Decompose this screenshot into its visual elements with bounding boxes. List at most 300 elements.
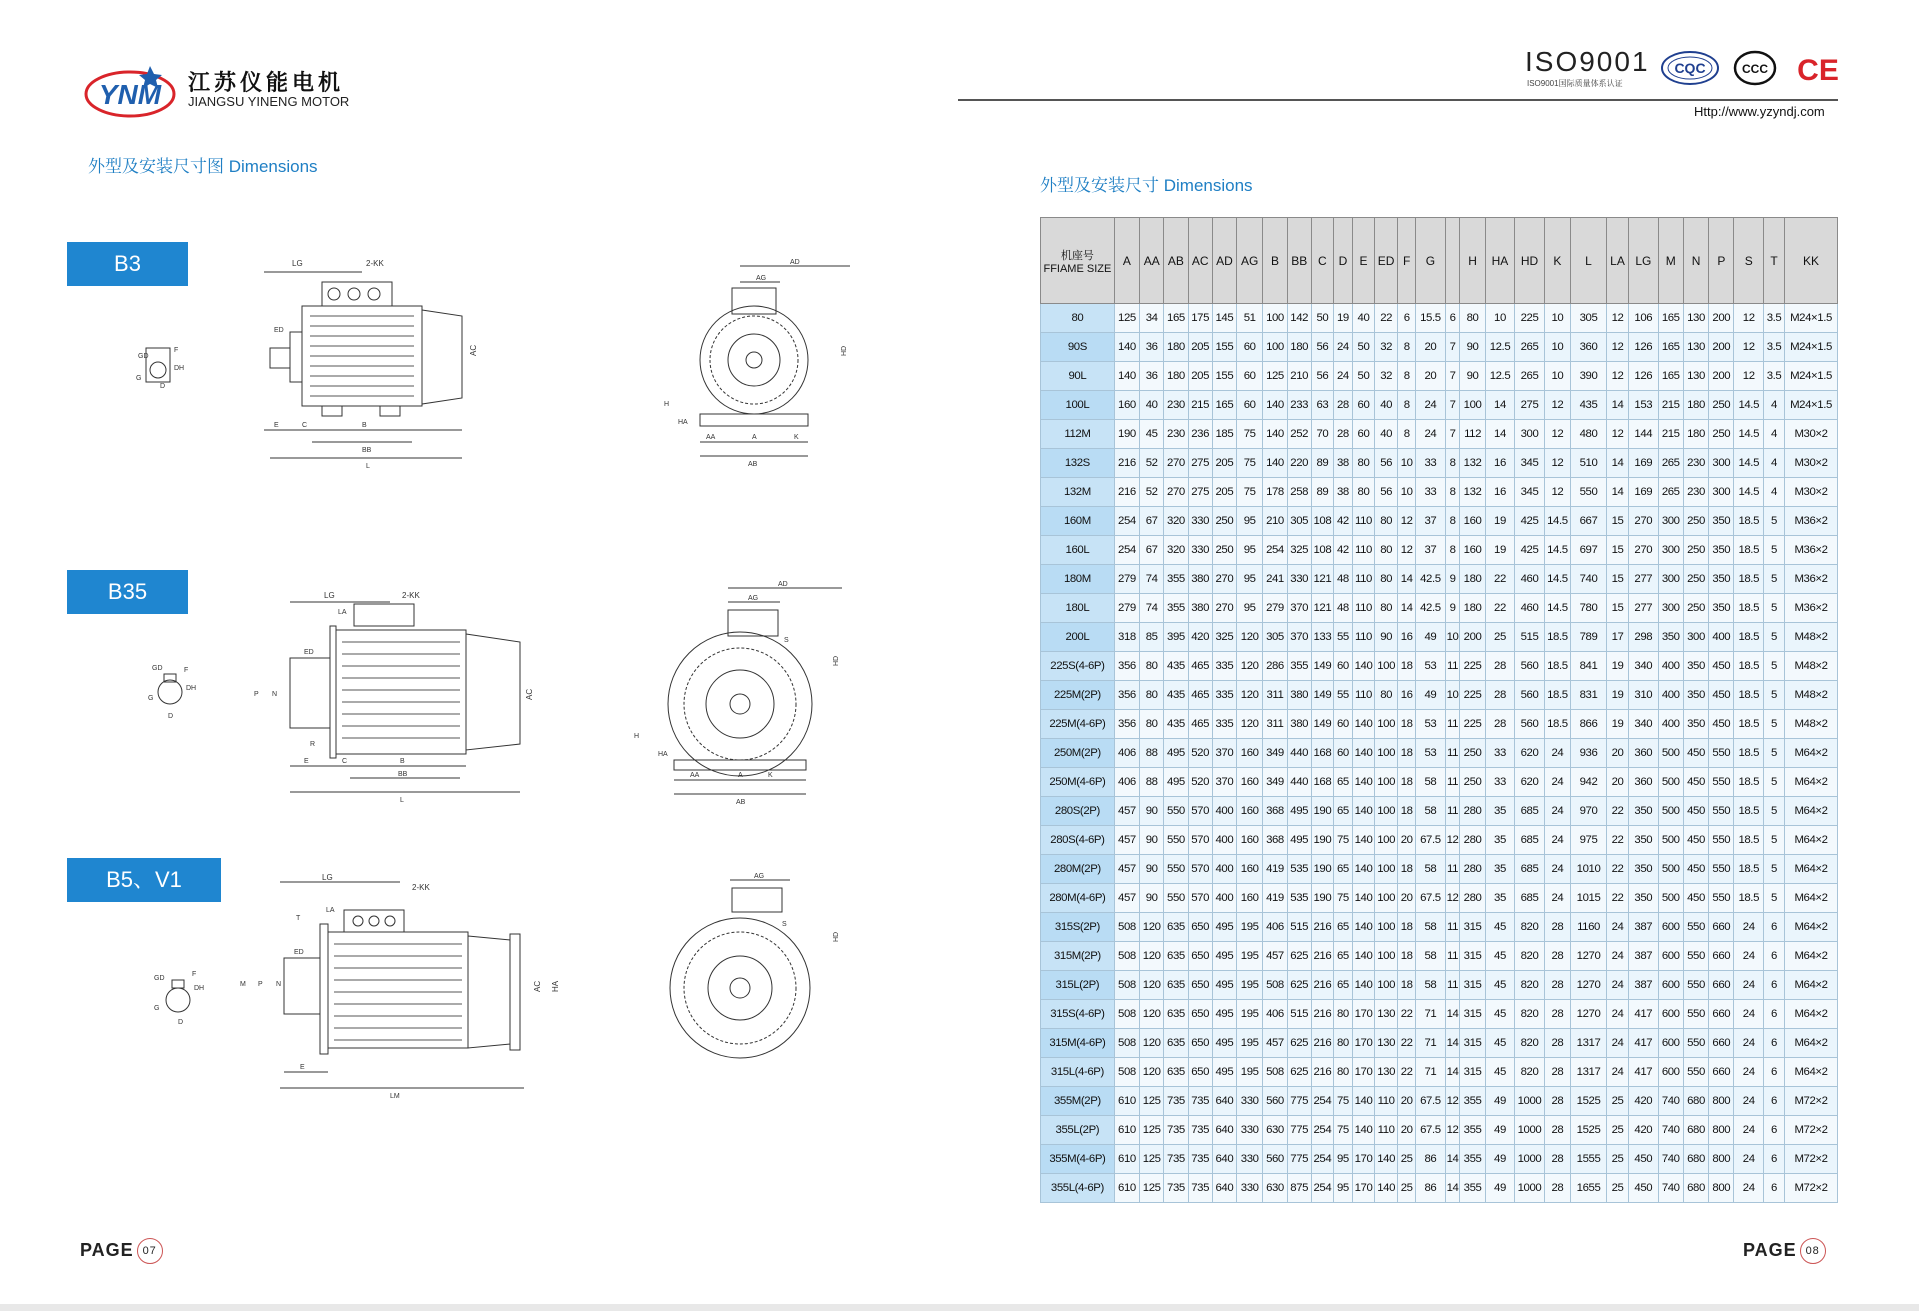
dimension-cell: 279 bbox=[1114, 594, 1139, 623]
dimension-cell: 330 bbox=[1287, 565, 1311, 594]
dimension-cell: 18.5 bbox=[1544, 681, 1570, 710]
dimension-cell: 450 bbox=[1709, 710, 1734, 739]
dimension-cell: 417 bbox=[1629, 1000, 1659, 1029]
dimension-cell: 190 bbox=[1311, 884, 1333, 913]
dimension-cell: 300 bbox=[1709, 449, 1734, 478]
svg-text:DH: DH bbox=[194, 985, 205, 992]
dimension-cell: 10 bbox=[1544, 362, 1570, 391]
dimension-cell: 24 bbox=[1606, 913, 1628, 942]
dimension-cell: 10 bbox=[1398, 449, 1416, 478]
dimension-cell: 60 bbox=[1237, 362, 1263, 391]
dimension-cell: 457 bbox=[1263, 1029, 1287, 1058]
b5-side-view bbox=[240, 874, 570, 1102]
dimension-cell: 18.5 bbox=[1734, 797, 1764, 826]
dimension-cell: 635 bbox=[1164, 971, 1188, 1000]
dimension-cell: 12 bbox=[1445, 826, 1460, 855]
b35-shaft-detail bbox=[140, 660, 204, 720]
dimension-cell: M48×2 bbox=[1785, 623, 1838, 652]
dimension-cell: 215 bbox=[1658, 420, 1683, 449]
dimension-cell: 841 bbox=[1571, 652, 1607, 681]
dimension-cell: 32 bbox=[1375, 362, 1398, 391]
dimension-cell: 495 bbox=[1212, 1029, 1236, 1058]
dimension-cell: 28 bbox=[1485, 652, 1515, 681]
frame-size-cell: 315S(2P) bbox=[1041, 913, 1115, 942]
dimension-cell: 495 bbox=[1212, 1000, 1236, 1029]
dimension-cell: 75 bbox=[1237, 478, 1263, 507]
svg-text:LA: LA bbox=[326, 907, 335, 914]
dimension-cell: 140 bbox=[1375, 1145, 1398, 1174]
dimension-cell: 90 bbox=[1140, 826, 1164, 855]
dimension-cell: 570 bbox=[1188, 826, 1212, 855]
dimension-cell: 95 bbox=[1237, 565, 1263, 594]
svg-text:K: K bbox=[768, 772, 773, 779]
dimension-cell: 60 bbox=[1352, 391, 1374, 420]
dimension-cell: 400 bbox=[1212, 855, 1236, 884]
dimension-cell: 35 bbox=[1485, 855, 1515, 884]
dimension-cell: 110 bbox=[1375, 1087, 1398, 1116]
left-heading: 外型及安装尺寸图 Dimensions bbox=[88, 157, 318, 176]
dimension-cell: 55 bbox=[1333, 681, 1352, 710]
dimension-cell: 465 bbox=[1188, 710, 1212, 739]
dimension-cell: 279 bbox=[1263, 594, 1287, 623]
dimension-cell: 635 bbox=[1164, 913, 1188, 942]
dimension-cell: 400 bbox=[1212, 797, 1236, 826]
dimension-cell: 24 bbox=[1544, 826, 1570, 855]
dimension-cell: 12 bbox=[1445, 1087, 1460, 1116]
dimension-cell: 149 bbox=[1311, 652, 1333, 681]
dimension-cell: 14 bbox=[1485, 420, 1515, 449]
dimension-cell: 350 bbox=[1658, 623, 1683, 652]
dimension-cell: 420 bbox=[1629, 1087, 1659, 1116]
table-row bbox=[1041, 420, 1838, 449]
dimension-cell: 1000 bbox=[1515, 1087, 1545, 1116]
dimension-cell: 495 bbox=[1212, 1058, 1236, 1087]
dimension-cell: 108 bbox=[1311, 536, 1333, 565]
dimension-cell: 12 bbox=[1398, 536, 1416, 565]
dimension-cell: 350 bbox=[1683, 710, 1708, 739]
dimension-cell: 4 bbox=[1763, 391, 1784, 420]
dimension-cell: 356 bbox=[1114, 681, 1139, 710]
dimension-cell: 24 bbox=[1734, 1145, 1764, 1174]
dimension-cell: 25 bbox=[1398, 1145, 1416, 1174]
svg-text:E: E bbox=[300, 1064, 305, 1071]
dimension-cell: 20 bbox=[1606, 739, 1628, 768]
dimension-cell: 3.5 bbox=[1763, 304, 1784, 333]
svg-text:B: B bbox=[362, 422, 367, 429]
table-row bbox=[1041, 478, 1838, 507]
dimension-cell: 12 bbox=[1734, 333, 1764, 362]
svg-text:2-KK: 2-KK bbox=[366, 259, 384, 268]
dimension-cell: 89 bbox=[1311, 449, 1333, 478]
dimension-cell: 25 bbox=[1606, 1174, 1628, 1203]
dimension-cell: 5 bbox=[1763, 797, 1784, 826]
dimension-cell: 216 bbox=[1311, 1058, 1333, 1087]
dimension-cell: 535 bbox=[1287, 855, 1311, 884]
dimension-cell: 100 bbox=[1375, 710, 1398, 739]
dimension-cell: 220 bbox=[1287, 449, 1311, 478]
dimension-cell: 100 bbox=[1375, 884, 1398, 913]
svg-text:AG: AG bbox=[754, 873, 765, 880]
dimension-cell: 14 bbox=[1606, 391, 1628, 420]
dimension-cell: 180 bbox=[1164, 362, 1188, 391]
table-row bbox=[1041, 971, 1838, 1000]
dimension-cell: 406 bbox=[1114, 739, 1139, 768]
dimension-cell: 495 bbox=[1164, 739, 1188, 768]
dimension-cell: 279 bbox=[1114, 565, 1139, 594]
dimension-cell: 380 bbox=[1188, 565, 1212, 594]
table-row bbox=[1041, 855, 1838, 884]
dimension-cell: 7 bbox=[1445, 362, 1460, 391]
dimension-cell: 168 bbox=[1311, 768, 1333, 797]
table-header-4: AC bbox=[1188, 218, 1212, 304]
table-row bbox=[1041, 768, 1838, 797]
dimension-cell: 15 bbox=[1606, 594, 1628, 623]
dimension-cell: 6 bbox=[1763, 971, 1784, 1000]
dimension-cell: 15 bbox=[1606, 536, 1628, 565]
frame-size-cell: 225M(4-6P) bbox=[1041, 710, 1115, 739]
svg-text:P: P bbox=[258, 981, 263, 988]
table-header-12: ED bbox=[1375, 218, 1398, 304]
table-row bbox=[1041, 1174, 1838, 1203]
dimension-cell: 80 bbox=[1333, 1000, 1352, 1029]
dimension-cell: 56 bbox=[1311, 362, 1333, 391]
dimension-cell: 28 bbox=[1544, 1000, 1570, 1029]
dimension-cell: 6 bbox=[1763, 913, 1784, 942]
dimension-cell: 34 bbox=[1140, 304, 1164, 333]
dimension-cell: 18.5 bbox=[1734, 536, 1764, 565]
table-row bbox=[1041, 623, 1838, 652]
frame-size-cell: 280S(4-6P) bbox=[1041, 826, 1115, 855]
table-header-26: S bbox=[1734, 218, 1764, 304]
dimension-cell: 80 bbox=[1140, 681, 1164, 710]
dimension-cell: 28 bbox=[1544, 1087, 1570, 1116]
b35-end-view bbox=[628, 580, 848, 806]
dimension-cell: 58 bbox=[1416, 855, 1446, 884]
dimension-cell: 560 bbox=[1263, 1145, 1287, 1174]
dimension-cell: 12 bbox=[1445, 1116, 1460, 1145]
dimension-cell: 600 bbox=[1658, 942, 1683, 971]
dimension-cell: 370 bbox=[1212, 768, 1236, 797]
dimension-cell: 335 bbox=[1212, 710, 1236, 739]
dimension-cell: 735 bbox=[1164, 1145, 1188, 1174]
dimension-cell: 400 bbox=[1658, 652, 1683, 681]
svg-text:F: F bbox=[192, 971, 197, 978]
dimension-cell: 275 bbox=[1188, 449, 1212, 478]
dimension-cell: 14 bbox=[1606, 478, 1628, 507]
dimension-cell: 25 bbox=[1606, 1116, 1628, 1145]
dimension-cell: 480 bbox=[1571, 420, 1607, 449]
dimension-cell: 800 bbox=[1709, 1145, 1734, 1174]
dimension-cell: 8 bbox=[1445, 478, 1460, 507]
dimension-cell: 419 bbox=[1263, 884, 1287, 913]
table-row bbox=[1041, 913, 1838, 942]
dimension-cell: 95 bbox=[1237, 594, 1263, 623]
dimension-cell: 35 bbox=[1485, 826, 1515, 855]
svg-text:AD: AD bbox=[790, 259, 800, 266]
dimension-cell: 49 bbox=[1485, 1087, 1515, 1116]
frame-size-cell: 280M(2P) bbox=[1041, 855, 1115, 884]
dimension-cell: 265 bbox=[1515, 333, 1545, 362]
table-header-23: M bbox=[1658, 218, 1683, 304]
table-row bbox=[1041, 507, 1838, 536]
iso-mark: ISO9001 bbox=[1525, 46, 1650, 77]
table-row bbox=[1041, 710, 1838, 739]
dimension-cell: 80 bbox=[1140, 652, 1164, 681]
dimension-cell: 300 bbox=[1709, 478, 1734, 507]
dimension-cell: 19 bbox=[1333, 304, 1352, 333]
dimension-cell: 12 bbox=[1544, 420, 1570, 449]
dimension-cell: 120 bbox=[1140, 913, 1164, 942]
dimension-cell: 38 bbox=[1333, 478, 1352, 507]
dimension-cell: 37 bbox=[1416, 536, 1446, 565]
svg-text:LM: LM bbox=[390, 1093, 400, 1100]
dimension-cell: 42 bbox=[1333, 536, 1352, 565]
table-row bbox=[1041, 1145, 1838, 1174]
dimension-cell: 570 bbox=[1188, 855, 1212, 884]
dimension-cell: 40 bbox=[1375, 420, 1398, 449]
dimension-cell: 14 bbox=[1398, 565, 1416, 594]
dimension-cell: 820 bbox=[1515, 1058, 1545, 1087]
dimension-cell: 175 bbox=[1188, 304, 1212, 333]
dimension-cell: 417 bbox=[1629, 1058, 1659, 1087]
dimension-cell: 1525 bbox=[1571, 1116, 1607, 1145]
dimension-cell: 820 bbox=[1515, 942, 1545, 971]
dimension-cell: 265 bbox=[1515, 362, 1545, 391]
dimension-cell: 330 bbox=[1188, 536, 1212, 565]
dimension-cell: 8 bbox=[1398, 333, 1416, 362]
dimension-cell: 45 bbox=[1485, 913, 1515, 942]
dimension-cell: 37 bbox=[1416, 507, 1446, 536]
table-header-25: P bbox=[1709, 218, 1734, 304]
svg-text:R: R bbox=[310, 741, 316, 748]
dimension-cell: 300 bbox=[1683, 623, 1708, 652]
svg-text:HD: HD bbox=[833, 655, 840, 666]
dimension-cell: 216 bbox=[1311, 1000, 1333, 1029]
page-number-left: 07 bbox=[137, 1238, 163, 1264]
dimension-cell: 380 bbox=[1287, 710, 1311, 739]
dimension-cell: 775 bbox=[1287, 1087, 1311, 1116]
dimension-cell: 140 bbox=[1114, 362, 1139, 391]
dimension-cell: 125 bbox=[1140, 1145, 1164, 1174]
svg-text:H: H bbox=[634, 733, 640, 740]
dimension-cell: 45 bbox=[1485, 1058, 1515, 1087]
dimension-cell: 49 bbox=[1485, 1174, 1515, 1203]
dimension-cell: 495 bbox=[1212, 971, 1236, 1000]
dimension-cell: 16 bbox=[1485, 449, 1515, 478]
dimension-cell: 5 bbox=[1763, 507, 1784, 536]
dimension-cell: 4 bbox=[1763, 478, 1784, 507]
dimension-cell: 110 bbox=[1352, 565, 1374, 594]
dimension-cell: 60 bbox=[1352, 420, 1374, 449]
dimension-cell: 515 bbox=[1287, 913, 1311, 942]
dimension-cell: 12 bbox=[1445, 884, 1460, 913]
dimension-cell: 52 bbox=[1140, 449, 1164, 478]
dimension-cell: 80 bbox=[1333, 1058, 1352, 1087]
dimension-cell: 18.5 bbox=[1734, 855, 1764, 884]
dimension-cell: 735 bbox=[1164, 1116, 1188, 1145]
dimension-cell: 11 bbox=[1445, 710, 1460, 739]
dimension-cell: 400 bbox=[1212, 884, 1236, 913]
dimension-cell: 11 bbox=[1445, 855, 1460, 884]
dimension-cell: 130 bbox=[1683, 333, 1708, 362]
dimension-cell: 775 bbox=[1287, 1145, 1311, 1174]
dimension-cell: 250 bbox=[1683, 507, 1708, 536]
dimension-cell: 14 bbox=[1445, 1174, 1460, 1203]
dimension-cell: 20 bbox=[1416, 333, 1446, 362]
dimension-cell: 10 bbox=[1445, 681, 1460, 710]
dimension-cell: 425 bbox=[1515, 536, 1545, 565]
dimension-cell: M72×2 bbox=[1785, 1116, 1838, 1145]
dimension-cell: 330 bbox=[1237, 1174, 1263, 1203]
header-rule bbox=[958, 99, 1838, 101]
dimension-cell: 457 bbox=[1114, 884, 1139, 913]
dimension-cell: 125 bbox=[1140, 1174, 1164, 1203]
dimension-cell: 140 bbox=[1263, 420, 1287, 449]
dimension-cell: 11 bbox=[1445, 971, 1460, 1000]
table-row bbox=[1041, 681, 1838, 710]
dimension-cell: 28 bbox=[1544, 913, 1570, 942]
table-row bbox=[1041, 536, 1838, 565]
dimension-cell: 70 bbox=[1311, 420, 1333, 449]
dimension-cell: 1015 bbox=[1571, 884, 1607, 913]
dimension-cell: 50 bbox=[1311, 304, 1333, 333]
dimension-cell: 6 bbox=[1763, 1174, 1784, 1203]
table-row bbox=[1041, 449, 1838, 478]
dimension-cell: 60 bbox=[1237, 391, 1263, 420]
dimension-cell: 20 bbox=[1606, 768, 1628, 797]
dimension-cell: 11 bbox=[1445, 739, 1460, 768]
ynm-logo bbox=[80, 58, 180, 120]
dimension-cell: M24×1.5 bbox=[1785, 362, 1838, 391]
dimension-cell: 550 bbox=[1709, 855, 1734, 884]
dimension-cell: 3.5 bbox=[1763, 362, 1784, 391]
dimension-cell: 1270 bbox=[1571, 942, 1607, 971]
dimension-cell: M64×2 bbox=[1785, 942, 1838, 971]
dimension-cell: 58 bbox=[1416, 942, 1446, 971]
table-row bbox=[1041, 594, 1838, 623]
table-header-8: BB bbox=[1287, 218, 1311, 304]
dimension-cell: 195 bbox=[1237, 1058, 1263, 1087]
dimension-cell: 508 bbox=[1114, 913, 1139, 942]
dimension-cell: 7 bbox=[1445, 420, 1460, 449]
dimension-cell: 550 bbox=[1571, 478, 1607, 507]
dimension-cell: 355 bbox=[1460, 1116, 1485, 1145]
dimension-cell: 1317 bbox=[1571, 1058, 1607, 1087]
dimension-cell: M64×2 bbox=[1785, 768, 1838, 797]
dimension-cell: 417 bbox=[1629, 1029, 1659, 1058]
dimension-cell: 457 bbox=[1114, 855, 1139, 884]
dimension-cell: 33 bbox=[1416, 449, 1446, 478]
website-url[interactable]: Http://www.yzyndj.com bbox=[1694, 104, 1825, 119]
svg-text:GD: GD bbox=[154, 975, 165, 982]
dimension-cell: 170 bbox=[1352, 1174, 1374, 1203]
dimension-cell: 55 bbox=[1333, 623, 1352, 652]
dimension-cell: 500 bbox=[1658, 884, 1683, 913]
dimension-cell: 45 bbox=[1485, 1000, 1515, 1029]
frame-size-cell: 90S bbox=[1041, 333, 1115, 362]
svg-text:AG: AG bbox=[756, 275, 767, 282]
dimension-cell: 800 bbox=[1709, 1116, 1734, 1145]
frame-size-cell: 355M(2P) bbox=[1041, 1087, 1115, 1116]
dimension-cell: 24 bbox=[1734, 913, 1764, 942]
dimension-cell: 168 bbox=[1311, 739, 1333, 768]
dimension-cell: 53 bbox=[1416, 652, 1446, 681]
dimension-cell: 130 bbox=[1375, 1058, 1398, 1087]
dimension-cell: 100 bbox=[1375, 855, 1398, 884]
dimension-cell: 74 bbox=[1140, 565, 1164, 594]
dimension-cell: 80 bbox=[1333, 1029, 1352, 1058]
dimension-cell: 120 bbox=[1140, 942, 1164, 971]
dimension-cell: 620 bbox=[1515, 739, 1545, 768]
dimension-cell: 277 bbox=[1629, 565, 1659, 594]
dimension-cell: 11 bbox=[1445, 652, 1460, 681]
dimension-cell: 216 bbox=[1311, 942, 1333, 971]
dimension-cell: 831 bbox=[1571, 681, 1607, 710]
dimension-cell: 210 bbox=[1287, 362, 1311, 391]
table-header-13: F bbox=[1398, 218, 1416, 304]
svg-text:P: P bbox=[254, 691, 259, 698]
dimension-cell: 610 bbox=[1114, 1116, 1139, 1145]
dimension-cell: 24 bbox=[1416, 391, 1446, 420]
dimension-cell: 140 bbox=[1114, 333, 1139, 362]
dimension-cell: 140 bbox=[1352, 942, 1374, 971]
dimension-cell: 140 bbox=[1352, 768, 1374, 797]
dimension-cell: 550 bbox=[1683, 1058, 1708, 1087]
dimension-cell: 165 bbox=[1658, 362, 1683, 391]
dimension-cell: 435 bbox=[1164, 710, 1188, 739]
cqc-icon bbox=[1660, 50, 1720, 86]
dimension-cell: 140 bbox=[1352, 652, 1374, 681]
dimension-cell: 11 bbox=[1445, 942, 1460, 971]
dimension-cell: 14 bbox=[1445, 1000, 1460, 1029]
dimension-cell: 335 bbox=[1212, 652, 1236, 681]
table-row bbox=[1041, 1087, 1838, 1116]
dimension-cell: 130 bbox=[1683, 304, 1708, 333]
dimension-cell: 570 bbox=[1188, 884, 1212, 913]
svg-text:HA: HA bbox=[678, 419, 688, 426]
dimension-cell: 500 bbox=[1658, 768, 1683, 797]
dimension-cell: 110 bbox=[1375, 1116, 1398, 1145]
dimension-cell: 80 bbox=[1375, 565, 1398, 594]
dimension-cell: 233 bbox=[1287, 391, 1311, 420]
dimension-cell: 22 bbox=[1606, 826, 1628, 855]
dimension-cell: 630 bbox=[1263, 1174, 1287, 1203]
dimension-cell: 18.5 bbox=[1734, 565, 1764, 594]
dimension-cell: 48 bbox=[1333, 594, 1352, 623]
dimension-cell: 60 bbox=[1333, 739, 1352, 768]
table-row bbox=[1041, 1029, 1838, 1058]
dimension-cell: 14.5 bbox=[1544, 594, 1570, 623]
dimension-cell: 300 bbox=[1658, 565, 1683, 594]
dimension-cell: 24 bbox=[1734, 942, 1764, 971]
dimension-cell: 370 bbox=[1287, 623, 1311, 652]
svg-text:A: A bbox=[752, 434, 757, 441]
dimension-cell: M36×2 bbox=[1785, 594, 1838, 623]
dimension-cell: 350 bbox=[1629, 797, 1659, 826]
dimension-cell: 435 bbox=[1164, 652, 1188, 681]
dimension-cell: 550 bbox=[1164, 884, 1188, 913]
dimension-cell: 86 bbox=[1416, 1174, 1446, 1203]
dimension-cell: 18 bbox=[1398, 971, 1416, 1000]
dimension-cell: 250 bbox=[1709, 420, 1734, 449]
dimension-cell: 450 bbox=[1683, 768, 1708, 797]
dimension-cell: 735 bbox=[1188, 1174, 1212, 1203]
dimension-cell: 355 bbox=[1460, 1087, 1485, 1116]
svg-text:LG: LG bbox=[322, 874, 333, 882]
dimension-cell: 28 bbox=[1544, 1145, 1570, 1174]
dimension-cell: 318 bbox=[1114, 623, 1139, 652]
dimension-cell: 18.5 bbox=[1734, 507, 1764, 536]
